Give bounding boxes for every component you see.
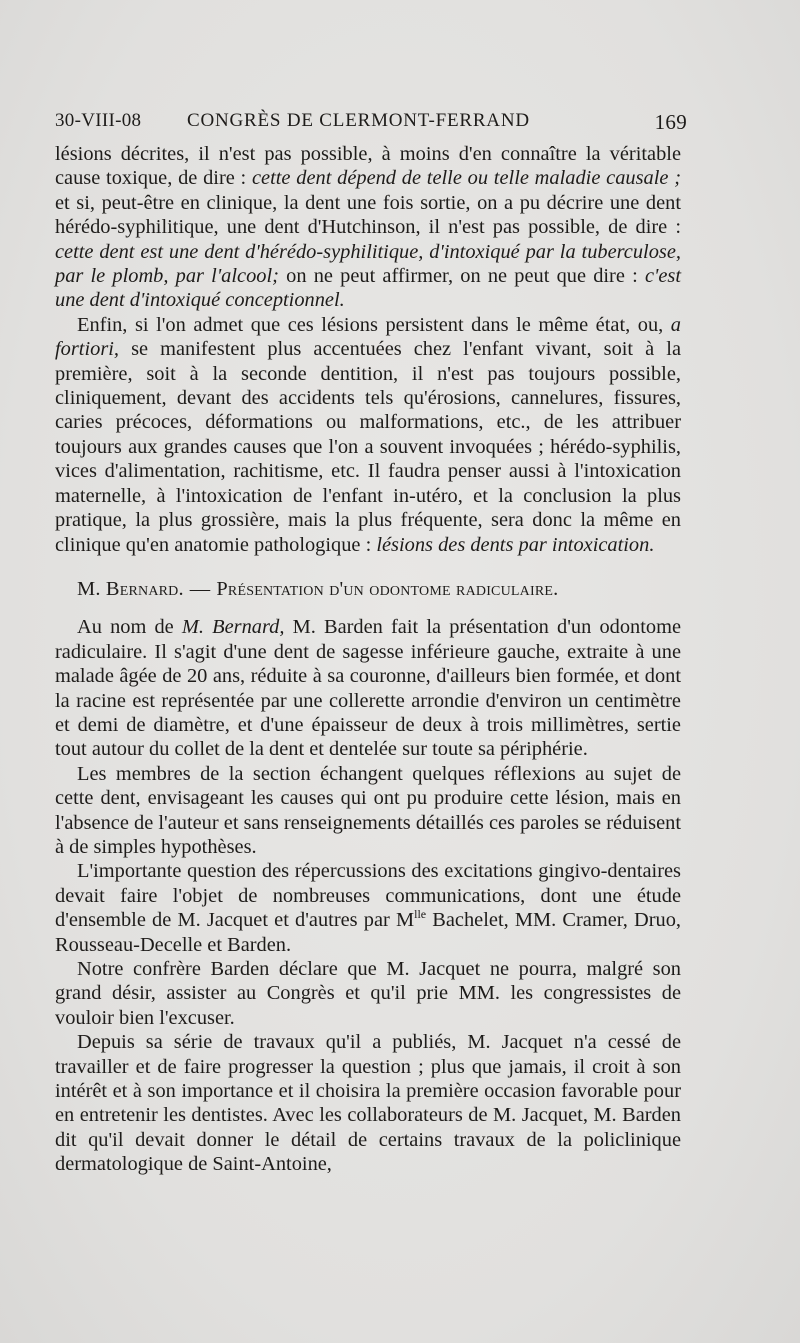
- running-title: CONGRÈS DE CLERMONT-FERRAND: [187, 110, 530, 131]
- p1-text-2: et si, peut-être en clinique, la dent une fois sortie, on a pu décrire une dent hérédo-syphilitique, une dent d'Hutchinson, il n'est pas possible, de dire :: [55, 191, 681, 239]
- p3-italic-1: M. Bernard,: [181, 616, 285, 639]
- paragraph-5: [55, 859, 681, 957]
- section-heading: [55, 577, 681, 601]
- p5-text-1: L'importante question des répercussions des excitations gingivo-dentaires devait faire l'objet de nombreuses communications, dont une étude d'ensemble de M. Jacquet et d'autres par M: [55, 860, 681, 932]
- p1-text-3: on ne peut affirmer, on ne peut que dire :: [278, 265, 645, 288]
- body-text: [55, 142, 681, 1177]
- p5-superscript: lle: [414, 907, 427, 922]
- heading-dash: —: [189, 577, 211, 600]
- paragraph-2: [55, 313, 681, 557]
- p2-text-1: Enfin, si l'on admet que ces lésions persistent dans le même état, ou,: [77, 313, 671, 336]
- heading-author: M. Bernard.: [77, 577, 184, 600]
- p1-italic-3: c'est une dent d'intoxiqué conceptionnel.: [55, 265, 681, 312]
- paragraph-1: [55, 142, 681, 313]
- p2-italic-2: lésions des dents par intoxication.: [376, 533, 655, 556]
- p1-text-1: lésions décrites, il n'est pas possible, à moins d'en connaître la véritable cause toxique, de dire :: [55, 143, 681, 190]
- paragraph-3: [55, 615, 681, 761]
- p1-italic-2: cette dent est une dent d'hérédo-syphilitique, d'intoxiqué par la tuberculose, par le plomb, par l'alcool;: [55, 240, 681, 288]
- heading-title: Présentation d'un odontome radiculaire.: [216, 577, 559, 600]
- page-number: 169: [654, 110, 687, 134]
- p1-italic-1: cette dent dépend de telle ou telle maladie causale ;: [252, 167, 681, 190]
- paragraph-6: Notre confrère Barden déclare que M. Jacquet ne pourra, malgré son grand désir, assister au Congrès et qu'il prie MM. les congressistes de vouloir bien l'excuser.: [55, 958, 681, 1029]
- header-date: 30-VIII-08: [55, 110, 142, 131]
- paragraph-7: Depuis sa série de travaux qu'il a publiés, M. Jacquet n'a cessé de travailler et de faire progresser la question ; plus que jamais, il croit à son intérêt et à son importance et il choisira la première occasion favorable pour en entretenir les dentistes. Avec les collaborateurs de M. Jacquet, M. Barden dit qu'il devait donner le détail de certains travaux de la policlinique dermatologique de Saint-Antoine,: [55, 1031, 681, 1176]
- p2-text-2: se manifestent plus accentuées chez l'enfant vivant, soit à la première, soit à la seconde dentition, il n'est pas toujours possible, cliniquement, devant des accidents tels qu'érosions, cannelures, fissures, caries précoces, déformations ou malformations, etc., de les attribuer toujours aux grandes causes que l'on a souvent invoquées ; hérédo-syphilis, vices d'alimentation, rachitisme, etc. Il faudra penser aussi à l'intoxication maternelle, à l'intoxication de l'enfant in-utéro, et la conclusion la plus pratique, la plus grossière, mais la plus fréquente, sera donc la même en clinique qu'en anatomie pathologique :: [55, 338, 681, 556]
- paragraph-4: Les membres de la section échangent quelques réflexions au sujet de cette dent, envisageant les causes qui ont pu produire cette lésion, mais en l'absence de l'auteur et sans renseignements détaillés ces paroles se réduisent à de simples hypothèses.: [55, 762, 681, 858]
- p3-text-1: Au nom de: [77, 616, 182, 639]
- p2-italic-1: a fortiori,: [55, 313, 681, 361]
- p3-text-2: M. Barden fait la présentation d'un odontome radiculaire. Il s'agit d'une dent de sagesse inférieure gauche, extraite à une malade âgée de 20 ans, réduite à sa couronne, d'ailleurs bien formée, et dont la racine est représentée par une collerette arrondie d'environ un centimètre et demi de diamètre, et d'une épaisseur de deux à trois millimètres, sertie tout autour du collet de la dent et dentelée sur toute sa périphérie.: [55, 616, 681, 761]
- p5-text-2: Bachelet, MM. Cramer, Druo, Rousseau-Decelle et Barden.: [55, 909, 681, 956]
